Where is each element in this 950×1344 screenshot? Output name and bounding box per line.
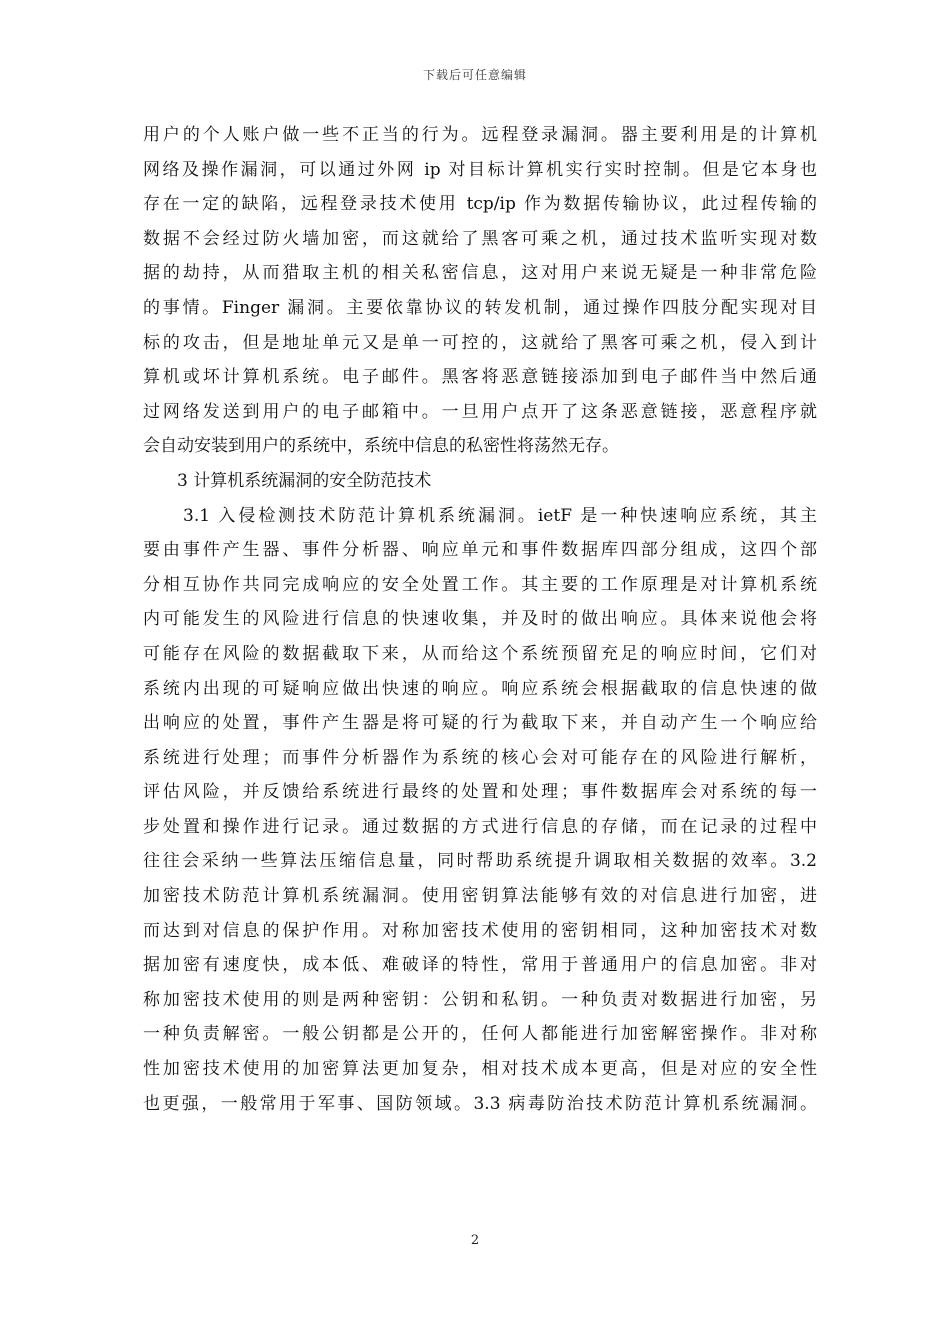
text-line: 出响应的处置，事件产生器是将可疑的行为截取下来，并自动产生一个响应给 <box>143 713 817 734</box>
page-header: 下载后可任意编辑 <box>422 68 527 82</box>
text-line: 会自动安装到用户的系统中，系统中信息的私密性将荡然无存。 <box>143 436 619 457</box>
text-line: 性加密技术使用的加密算法更加复杂，相对技术成本更高，但是对应的安全性 <box>143 1059 817 1080</box>
page-number: 2 <box>470 1233 480 1248</box>
text-line: 过网络发送到用户的电子邮箱中。一旦用户点开了这条恶意链接，恶意程序就 <box>143 401 817 422</box>
text-line: 要由事件产生器、事件分析器、响应单元和事件数据库四部分组成，这四个部 <box>143 540 817 561</box>
text-line: 加密技术防范计算机系统漏洞。使用密钥算法能够有效的对信息进行加密，进 <box>143 886 817 907</box>
text-line: 系统内出现的可疑响应做出快速的响应。响应系统会根据截取的信息快速的做 <box>143 678 817 699</box>
text-line: 系统进行处理；而事件分析器作为系统的核心会对可能存在的风险进行解析， <box>143 747 817 768</box>
text-line: 的事情。Finger 漏洞。主要依靠协议的转发机制，通过操作四肢分配实现对目 <box>143 297 817 318</box>
text-line: 称加密技术使用的则是两种密钥：公钥和私钥。一种负责对数据进行加密，另 <box>143 989 817 1010</box>
text-line: 内可能发生的风险进行信息的快速收集，并及时的做出响应。具体来说他会将 <box>143 609 817 630</box>
text-line: 数据不会经过防火墙加密，而这就给了黑客可乘之机，通过技术监听实现对数 <box>143 228 817 249</box>
text-line: 可能存在风险的数据截取下来，从而给这个系统预留充足的响应时间，它们对 <box>143 643 817 664</box>
text-line: 标的攻击，但是地址单元又是单一可控的，这就给了黑客可乘之机，侵入到计 <box>143 332 817 353</box>
section-heading: 3 计算机系统漏洞的安全防范技术 <box>177 470 432 491</box>
text-line: 用户的个人账户做一些不正当的行为。远程登录漏洞。器主要利用是的计算机 <box>143 125 817 145</box>
text-line: 步处置和操作进行记录。通过数据的方式进行信息的存储，而在记录的过程中 <box>143 816 817 837</box>
text-line: 也更强，一般常用于军事、国防领域。3.3 病毒防治技术防范计算机系统漏洞。 <box>143 1093 817 1114</box>
text-line: 分相互协作共同完成响应的安全处置工作。其主要的工作原理是对计算机系统 <box>143 574 817 595</box>
text-line: 一种负责解密。一般公钥都是公开的，任何人都能进行加密解密操作。非对称 <box>143 1024 817 1045</box>
text-line: 网络及操作漏洞，可以通过外网 ip 对目标计算机实行实时控制。但是它本身也 <box>143 159 817 180</box>
text-line: 3.1 入侵检测技术防范计算机系统漏洞。ietF 是一种快速响应系统，其主 <box>183 505 817 526</box>
text-line: 评估风险，并反馈给系统进行最终的处置和处理；事件数据库会对系统的每一 <box>143 782 817 803</box>
text-line: 算机或坏计算机系统。电子邮件。黑客将恶意链接添加到电子邮件当中然后通 <box>143 367 817 388</box>
text-line: 据的劫持，从而猎取主机的相关私密信息，这对用户来说无疑是一种非常危险 <box>143 263 817 284</box>
text-line: 据加密有速度快，成本低、难破译的特性，常用于普通用户的信息加密。非对 <box>143 955 817 976</box>
text-line: 而达到对信息的保护作用。对称加密技术使用的密钥相同，这种加密技术对数 <box>143 920 817 941</box>
text-line: 存在一定的缺陷，远程登录技术使用 tcp/ip 作为数据传输协议，此过程传输的 <box>143 194 817 215</box>
text-line: 往往会采纳一些算法压缩信息量，同时帮助系统提升调取相关数据的效率。3.2 <box>143 851 817 872</box>
document-body <box>143 118 817 1121</box>
